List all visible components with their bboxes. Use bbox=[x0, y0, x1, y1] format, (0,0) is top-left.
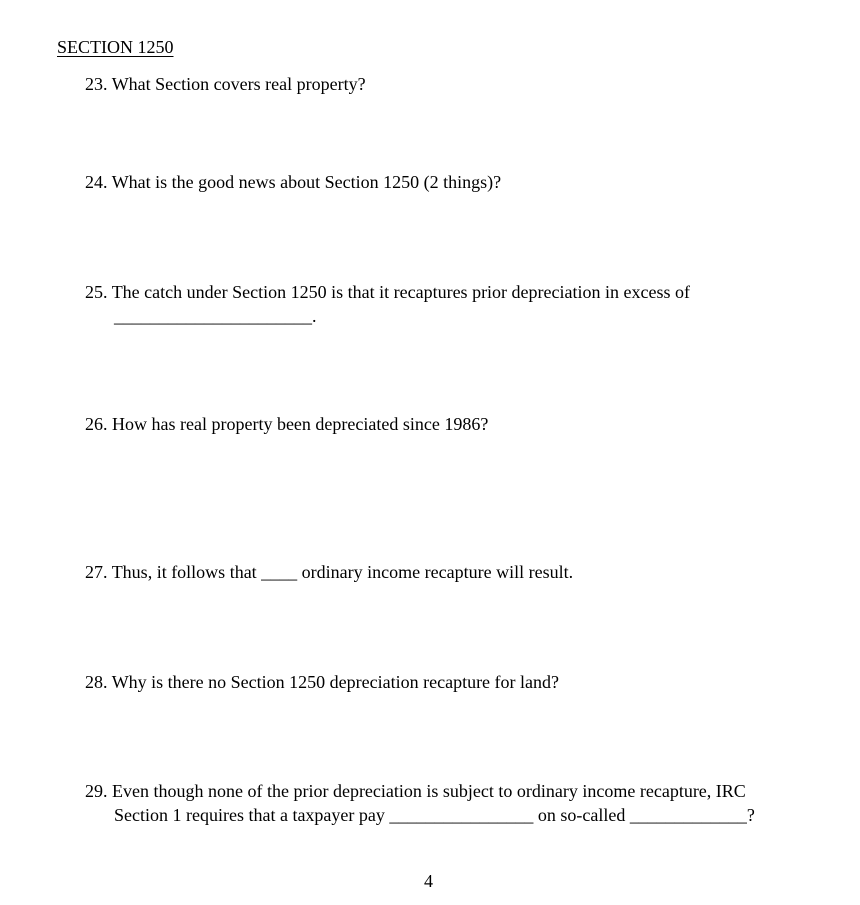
question-27 bbox=[85, 561, 573, 583]
page-number: 4 bbox=[424, 871, 433, 891]
question-text: Thus, it follows that ____ ordinary income recapture will result. bbox=[111, 562, 574, 582]
question-number: 28. bbox=[85, 672, 108, 692]
question-text: Even though none of the prior depreciation is subject to ordinary income recapture, IRC bbox=[112, 781, 746, 801]
question-24 bbox=[85, 171, 501, 193]
question-number: 25. bbox=[85, 282, 108, 302]
question-text: What Section covers real property? bbox=[111, 74, 366, 94]
section-title: SECTION 1250 bbox=[57, 37, 174, 57]
question-number: 26. bbox=[85, 414, 108, 434]
question-28 bbox=[85, 671, 559, 693]
question-text: The catch under Section 1250 is that it recaptures prior depreciation in excess of bbox=[111, 282, 690, 302]
question-text: Why is there no Section 1250 depreciation recapture for land? bbox=[111, 672, 560, 692]
question-25 bbox=[85, 281, 690, 303]
question-29 bbox=[85, 780, 746, 802]
question-23 bbox=[85, 73, 366, 95]
question-number: 24. bbox=[85, 172, 108, 192]
question-25-blank: ______________________. bbox=[114, 306, 317, 326]
question-text: How has real property been depreciated since 1986? bbox=[112, 414, 489, 434]
question-29-continuation: Section 1 requires that a taxpayer pay ________________ on so-called _____________? bbox=[114, 805, 755, 825]
question-number: 29. bbox=[85, 781, 108, 801]
question-text: What is the good news about Section 1250 (2 things)? bbox=[111, 172, 502, 192]
question-number: 27. bbox=[85, 562, 108, 582]
question-26 bbox=[85, 413, 488, 435]
question-number: 23. bbox=[85, 74, 108, 94]
